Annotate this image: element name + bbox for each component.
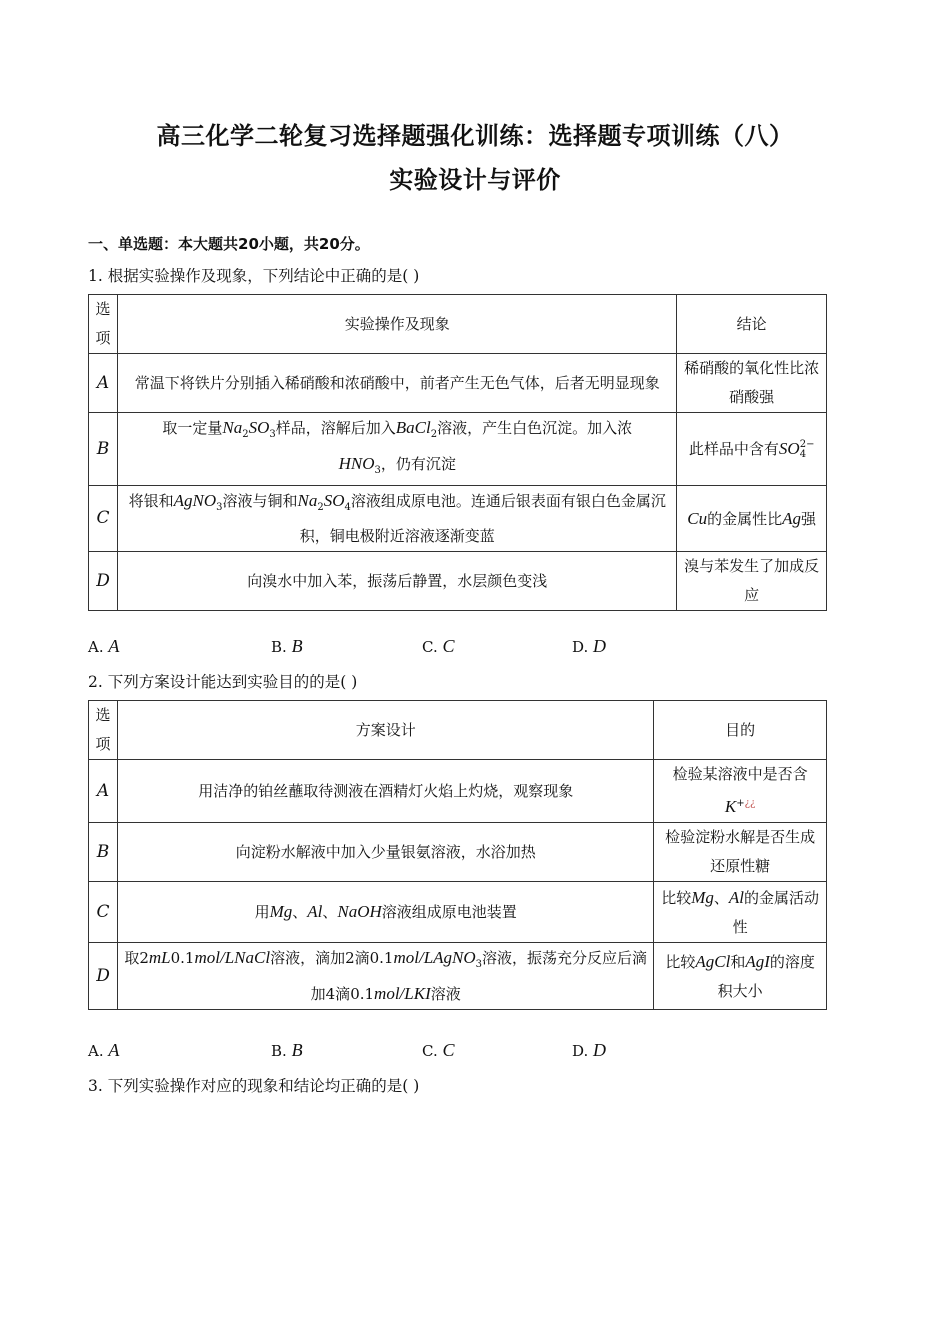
subscript: 4 <box>799 449 807 460</box>
header-conclusion: 结论 <box>677 295 827 354</box>
row-design <box>118 943 654 1010</box>
formula: Ag <box>782 508 802 528</box>
text: ，仍有沉淀 <box>380 455 456 473</box>
choice-value: C <box>442 636 455 656</box>
header-design: 方案设计 <box>118 701 654 760</box>
separator: 、 <box>713 888 729 907</box>
formula: Na <box>222 418 243 437</box>
formula: mol/LAgNO <box>393 948 476 967</box>
row-option: D <box>89 552 118 611</box>
subscript: 3 <box>269 429 276 440</box>
table-header-row <box>89 701 827 760</box>
question-2-stem: 2. 下列方案设计能达到实验目的的是( ) <box>88 673 358 691</box>
row-purpose <box>654 943 827 1010</box>
superscript: + <box>736 798 745 809</box>
formula: mol/LKI <box>374 984 431 1003</box>
number: 0.1 <box>350 985 375 1003</box>
formula: AgI <box>745 951 770 971</box>
choice-value: A <box>108 1040 120 1060</box>
text: 和 <box>730 952 746 971</box>
text: 取一定量 <box>162 419 223 437</box>
table-row <box>89 943 827 1010</box>
question-1-table <box>88 294 827 611</box>
row-conclusion <box>677 486 827 552</box>
row-purpose <box>654 760 827 823</box>
choice-b[interactable] <box>271 1040 303 1061</box>
text: 溶液组成原电池装置 <box>381 903 517 921</box>
text: 用 <box>254 903 270 921</box>
choice-a[interactable] <box>88 1040 119 1061</box>
choice-label: C. <box>422 638 438 656</box>
separator: 、 <box>292 903 308 921</box>
formula: Al <box>728 887 745 907</box>
formula: Mg <box>269 902 293 921</box>
row-option: D <box>89 943 118 1010</box>
separator: 、 <box>322 903 338 921</box>
text: 溶液，产生白色沉淀。加入浓 <box>437 419 633 437</box>
header-option-label: 选项 <box>95 706 111 753</box>
formula: SO <box>778 439 800 458</box>
row-operation <box>118 413 677 486</box>
formula: SO <box>248 418 270 437</box>
choice-value: B <box>291 636 303 656</box>
row-design <box>118 882 654 943</box>
text: 溶液组成原电池。连通后银表面有银白色金属沉积，铜电极附近溶液逐渐变蓝 <box>299 492 666 545</box>
formula: Mg <box>691 887 714 907</box>
formula: AgCl <box>695 951 731 971</box>
formula: SO <box>323 491 345 510</box>
choice-value: B <box>291 1040 303 1060</box>
subscript: 3 <box>216 502 223 513</box>
formula: BaCl <box>395 418 431 437</box>
choice-label: B. <box>271 1042 287 1060</box>
subscript: 2 <box>317 502 324 513</box>
row-conclusion: 溴与苯发生了加成反应 <box>677 552 827 611</box>
formula: HNO <box>338 454 375 473</box>
text: 强 <box>801 509 817 528</box>
text: 的金属活动性 <box>732 888 820 936</box>
formula: K <box>724 797 737 816</box>
text: 样品，溶解后加入 <box>275 419 396 437</box>
question-1-stem: 1. 根据实验操作及现象，下列结论中正确的是( ) <box>88 267 420 285</box>
subscript: 2 <box>242 429 249 440</box>
text: 的金属性比 <box>707 509 783 528</box>
superscript: 2− <box>799 439 815 450</box>
row-design: 向淀粉水解液中加入少量银氨溶液，水浴加热 <box>118 823 654 882</box>
choice-label: C. <box>422 1042 438 1060</box>
choice-label: D. <box>572 638 589 656</box>
text: 检验某溶液中是否含 <box>672 765 808 783</box>
row-option: A <box>89 354 118 413</box>
formula: Na <box>297 491 318 510</box>
formula: Cu <box>687 508 708 528</box>
text: 溶液 <box>430 985 461 1003</box>
subscript: 3 <box>374 465 381 476</box>
row-option: B <box>89 823 118 882</box>
text: 取2 <box>124 949 149 967</box>
question-3-stem: 3. 下列实验操作对应的现象和结论均正确的是( ) <box>88 1077 420 1095</box>
text: 此样品中含有 <box>688 440 779 458</box>
choice-b[interactable] <box>271 636 303 657</box>
row-option: C <box>89 486 118 552</box>
table-header-row <box>89 295 827 354</box>
section-heading: 一、单选题：本大题共20小题，共20分。 <box>88 235 370 253</box>
choice-label: A. <box>88 638 104 656</box>
row-conclusion <box>677 413 827 486</box>
row-conclusion: 稀硝酸的氧化性比浓硝酸强 <box>677 354 827 413</box>
row-operation <box>118 486 677 552</box>
text: 溶液，振荡充分反应后滴加4滴 <box>310 949 648 1003</box>
ion-script <box>800 440 815 460</box>
row-design: 用洁净的铂丝蘸取待测液在酒精灯火焰上灼烧，观察现象 <box>118 760 654 823</box>
number: 0.1 <box>170 949 195 967</box>
row-operation: 常温下将铁片分别插入稀硝酸和浓硝酸中，前者产生无色气体，后者无明显现象 <box>118 354 677 413</box>
table-row <box>89 760 827 823</box>
text: 比较 <box>665 952 696 971</box>
formula: mL <box>148 948 171 967</box>
question-2-table <box>88 700 827 1010</box>
row-option: C <box>89 882 118 943</box>
document-subtitle: 实验设计与评价 <box>389 166 561 194</box>
choice-value: D <box>593 1040 607 1060</box>
row-option: B <box>89 413 118 486</box>
formula: mol/LNaCl <box>194 948 271 967</box>
garbled-glyph: ¿¿ <box>744 798 756 809</box>
choice-value: D <box>593 636 607 656</box>
row-option: A <box>89 760 118 823</box>
row-operation: 向溴水中加入苯，振荡后静置，水层颜色变浅 <box>118 552 677 611</box>
table-row <box>89 882 827 943</box>
formula: Al <box>307 902 323 921</box>
document-title: 高三化学二轮复习选择题强化训练：选择题专项训练（八） <box>156 122 794 150</box>
choice-value: A <box>108 636 120 656</box>
choice-d[interactable] <box>572 636 606 657</box>
row-purpose: 检验淀粉水解是否生成还原性糖 <box>654 823 827 882</box>
row-purpose <box>654 882 827 943</box>
text: 的溶度积大小 <box>717 952 815 1000</box>
formula: NaOH <box>337 902 382 921</box>
choice-label: A. <box>88 1042 104 1060</box>
header-option <box>89 701 118 760</box>
header-option <box>89 295 118 354</box>
choice-value: C <box>442 1040 455 1060</box>
subscript: 2 <box>430 429 438 440</box>
header-purpose: 目的 <box>654 701 827 760</box>
table-row <box>89 552 827 611</box>
subscript: 4 <box>344 502 351 513</box>
table-row <box>89 354 827 413</box>
number: 0.1 <box>369 949 394 967</box>
choice-a[interactable] <box>88 636 119 657</box>
table-row <box>89 413 827 486</box>
table-row <box>89 486 827 552</box>
subscript: 3 <box>475 959 483 970</box>
choice-d[interactable] <box>572 1040 606 1061</box>
text: 溶液，滴加2滴 <box>270 949 370 967</box>
choice-c[interactable] <box>422 636 455 657</box>
table-row <box>89 823 827 882</box>
header-operation: 实验操作及现象 <box>118 295 677 354</box>
choice-label: D. <box>572 1042 589 1060</box>
choice-c[interactable] <box>422 1040 455 1061</box>
text: 将银和 <box>128 492 174 510</box>
text: 比较 <box>661 888 692 907</box>
text: 溶液与铜和 <box>222 492 298 510</box>
header-option-label: 选项 <box>95 300 111 347</box>
choice-label: B. <box>271 638 287 656</box>
formula: AgNO <box>173 491 217 510</box>
